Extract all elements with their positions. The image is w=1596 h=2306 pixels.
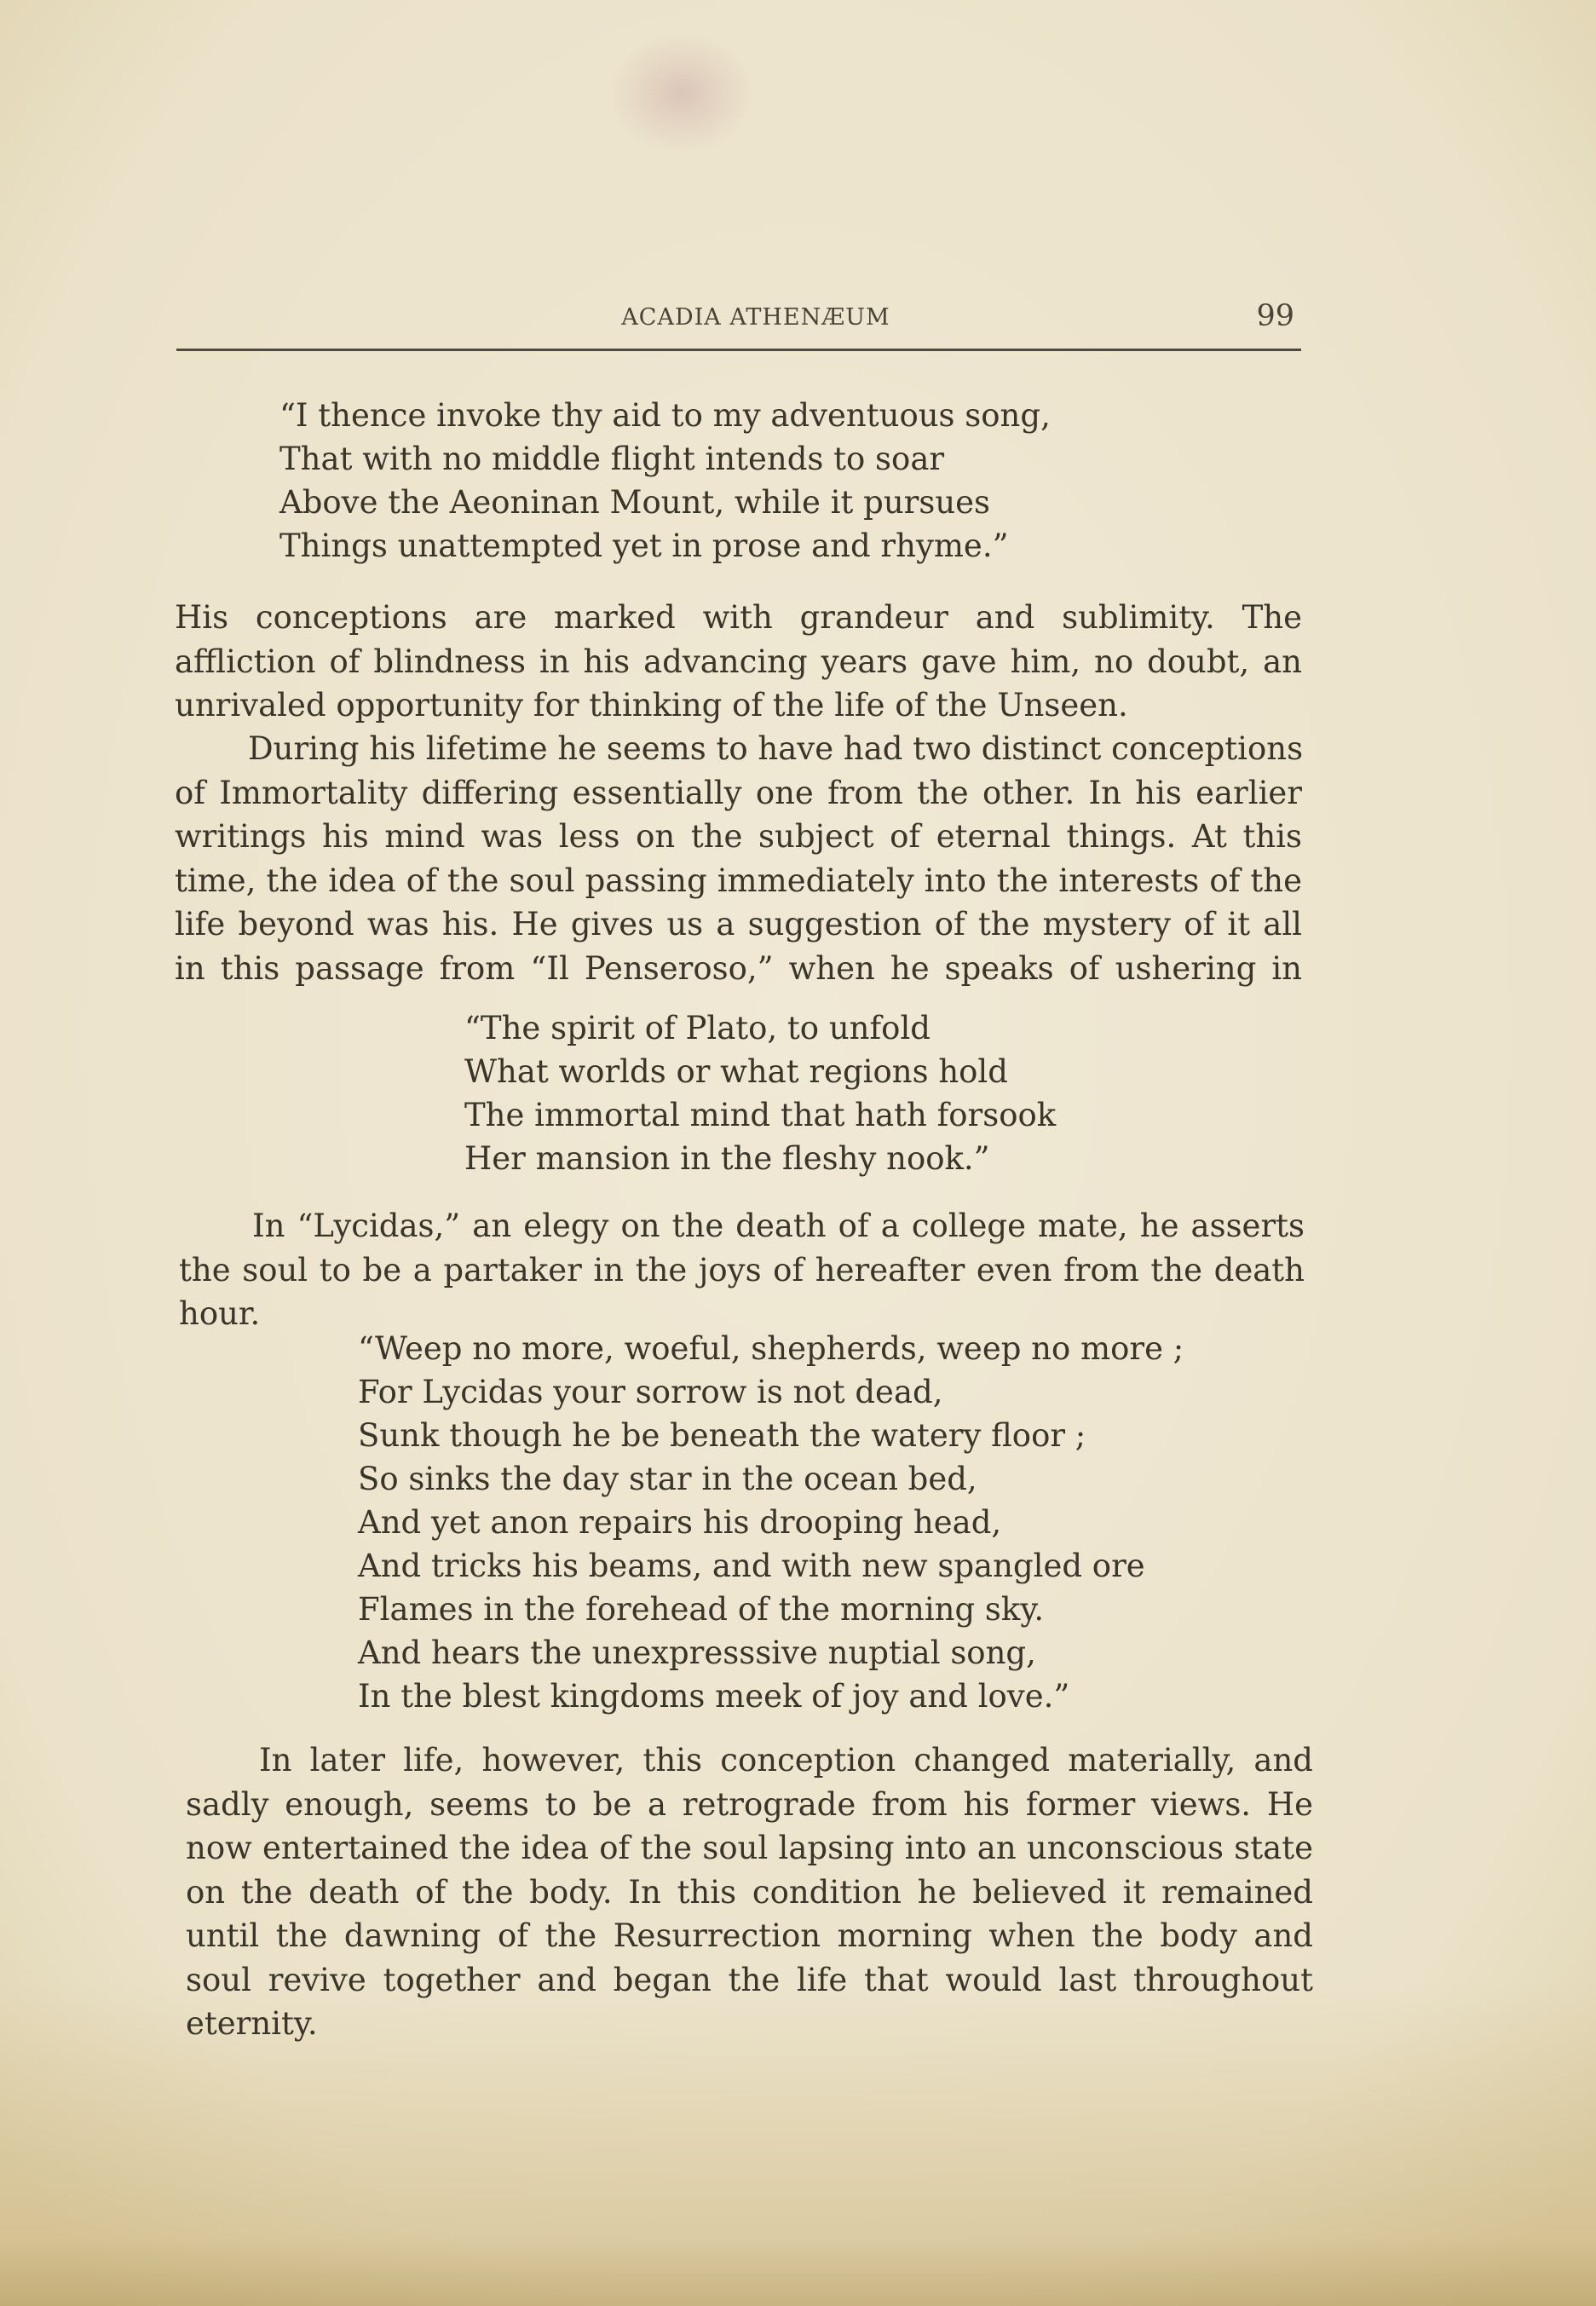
verse-line: In the blest kingdoms meek of joy and love.”	[358, 1678, 1070, 1715]
text-line: writings his mind was less on the subject of eternal things. At this	[175, 818, 1302, 855]
verse-line: Above the Aeoninan Mount, while it pursues	[279, 484, 991, 521]
verse-line: So sinks the day star in the ocean bed,	[358, 1461, 977, 1497]
text-line: until the dawning of the Resurrection morning when the body and	[186, 1917, 1313, 1954]
paragraph-later-life	[186, 1738, 1313, 2046]
text-line: of Immortality differing essentially one from the other. In his earlier	[175, 774, 1302, 811]
text-line: During his lifetime he seems to have had two distinct conceptions	[248, 730, 1304, 767]
verse-line: Sunk though he be beneath the watery floor ;	[358, 1417, 1086, 1454]
text-line: His conceptions are marked with grandeur and sublimity. The	[175, 599, 1302, 636]
verse-line: The immortal mind that hath forsook	[464, 1097, 1057, 1133]
header-rule	[176, 349, 1301, 351]
text-line: now entertained the idea of the soul lapsing into an unconscious state	[186, 1830, 1313, 1866]
text-line: sadly enough, seems to be a retrograde from his former views. He	[186, 1785, 1313, 1823]
paragraph-two-conceptions	[175, 727, 1302, 990]
text-line: on the death of the body. In this condition he believed it remained	[186, 1873, 1313, 1911]
paragraph-conceptions	[175, 596, 1302, 728]
verse-line: And hears the unexpresssive nuptial song,	[358, 1634, 1036, 1671]
verse-line: What worlds or what regions hold	[464, 1053, 1008, 1090]
verse-line: And yet anon repairs his drooping head,	[358, 1504, 1002, 1541]
verse-line: Things unattempted yet in prose and rhyme.”	[279, 527, 1009, 564]
text-line: time, the idea of the soul passing immediately into the interests of the	[175, 862, 1302, 899]
verse-quote-lycidas	[358, 1327, 1184, 1718]
text-line: affliction of blindness in his advancing years gave him, no doubt, an	[175, 643, 1302, 680]
verse-line: “The spirit of Plato, to unfold	[464, 1010, 931, 1046]
verse-line: That with no middle flight intends to soar	[279, 441, 945, 477]
text-line: the soul to be a partaker in the joys of hereafter even from the death	[179, 1251, 1305, 1288]
verse-line: “Weep no more, woeful, shepherds, weep no more ;	[358, 1330, 1184, 1367]
verse-line: “I thence invoke thy aid to my adventuous song,	[279, 397, 1051, 434]
text-line: hour.	[179, 1295, 261, 1332]
verse-line: Flames in the forehead of the morning sky.	[358, 1591, 1045, 1628]
text-line: life beyond was his. He gives us a suggestion of the mystery of it all	[175, 906, 1302, 943]
text-line: soul revive together and began the life that would last throughout	[186, 1961, 1313, 1998]
page-number: 99	[1256, 299, 1294, 333]
text-line: eternity.	[186, 2005, 318, 2042]
journal-title: ACADIA ATHENÆUM	[621, 304, 890, 331]
text-line: in this passage from “Il Penseroso,” when he speaks of ushering in	[175, 949, 1302, 987]
text-line: unrivaled opportunity for thinking of the life of the Unseen.	[175, 687, 1128, 724]
verse-line: And tricks his beams, and with new spangled ore	[358, 1548, 1145, 1584]
running-header	[176, 294, 1301, 345]
verse-quote-il-penseroso	[464, 1006, 1056, 1180]
verse-line: For Lycidas your sorrow is not dead,	[358, 1374, 943, 1410]
verse-quote-milton-invocation	[279, 394, 1051, 568]
verse-line: Her mansion in the fleshy nook.”	[464, 1140, 990, 1177]
paragraph-lycidas	[179, 1204, 1305, 1336]
text-line: In later life, however, this conception changed materially, and	[259, 1742, 1313, 1779]
text-line: In “Lycidas,” an elegy on the death of a college mate, he asserts	[252, 1208, 1305, 1244]
